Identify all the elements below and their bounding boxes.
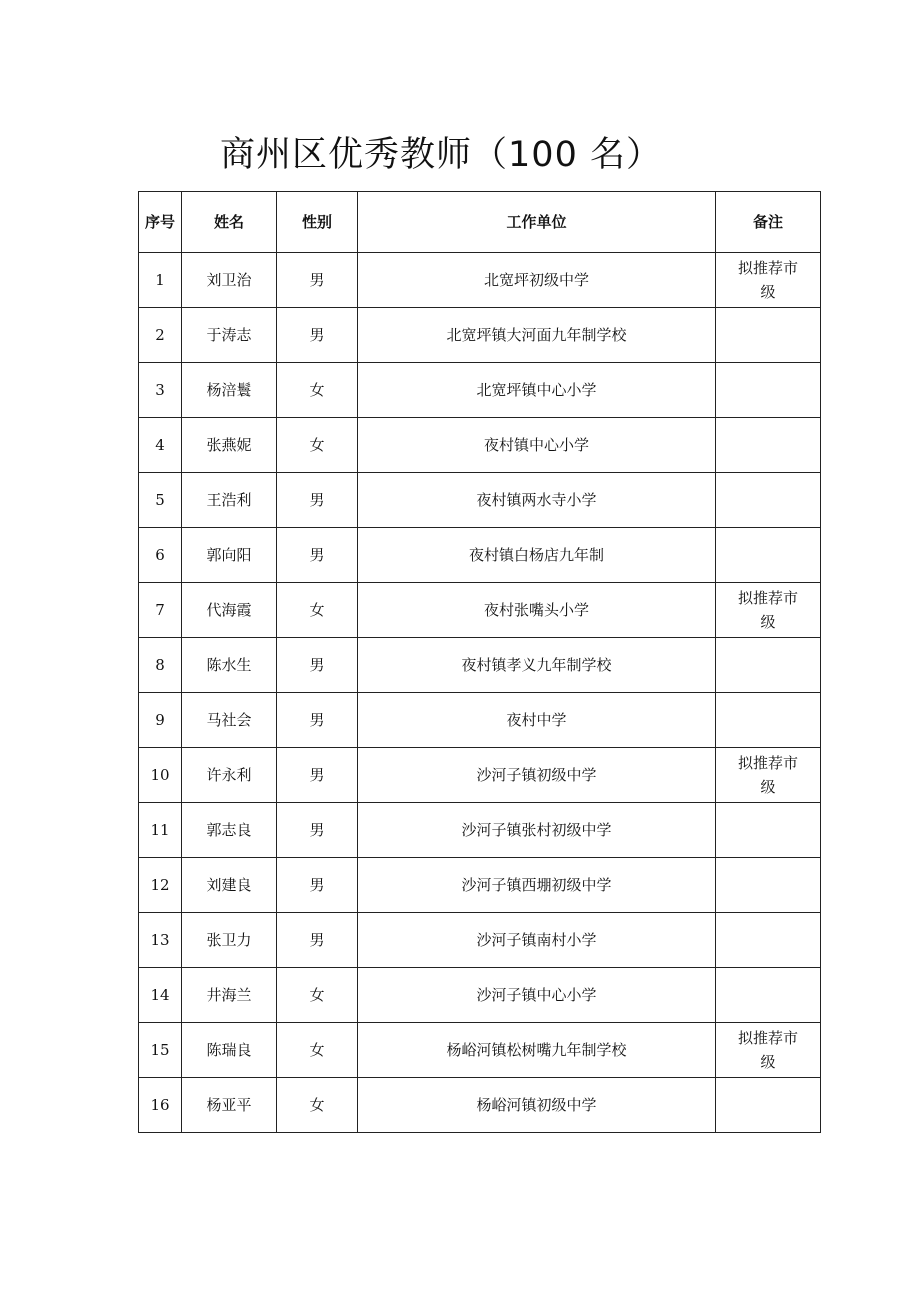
header-name: 姓名: [182, 192, 277, 253]
cell-name: 马社会: [182, 693, 277, 748]
table-row: [139, 858, 821, 913]
cell-unit: 夜村中学: [358, 693, 716, 748]
cell-unit: 沙河子镇初级中学: [358, 748, 716, 803]
remark-text: 拟推荐市级: [738, 1029, 799, 1071]
cell-remark: [716, 1078, 821, 1133]
cell-name: 王浩利: [182, 473, 277, 528]
cell-gender: 女: [277, 1023, 358, 1078]
cell-gender: 男: [277, 913, 358, 968]
table-row: [139, 693, 821, 748]
table-header-row: [139, 192, 821, 253]
cell-unit: 北宽坪镇中心小学: [358, 363, 716, 418]
cell-name: 许永利: [182, 748, 277, 803]
cell-seq: 11: [139, 803, 182, 858]
cell-seq: 9: [139, 693, 182, 748]
table-row: [139, 583, 821, 638]
cell-unit: 夜村镇孝义九年制学校: [358, 638, 716, 693]
cell-seq: 13: [139, 913, 182, 968]
cell-unit: 夜村镇中心小学: [358, 418, 716, 473]
cell-gender: 男: [277, 858, 358, 913]
header-remark: 备注: [716, 192, 821, 253]
cell-seq: 1: [139, 253, 182, 308]
header-seq: 序号: [139, 192, 182, 253]
cell-unit: 夜村镇白杨店九年制: [358, 528, 716, 583]
page-title: 商州区优秀教师（100 名）: [220, 135, 662, 175]
cell-unit: 沙河子镇西堋初级中学: [358, 858, 716, 913]
cell-unit: 杨峪河镇松树嘴九年制学校: [358, 1023, 716, 1078]
cell-gender: 女: [277, 363, 358, 418]
table-row: [139, 803, 821, 858]
table-row: [139, 1023, 821, 1078]
cell-seq: 3: [139, 363, 182, 418]
cell-seq: 15: [139, 1023, 182, 1078]
cell-seq: 2: [139, 308, 182, 363]
cell-unit: 沙河子镇中心小学: [358, 968, 716, 1023]
cell-name: 郭志良: [182, 803, 277, 858]
cell-remark: [716, 913, 821, 968]
cell-unit: 杨峪河镇初级中学: [358, 1078, 716, 1133]
cell-gender: 男: [277, 473, 358, 528]
cell-name: 刘卫治: [182, 253, 277, 308]
table-row: [139, 748, 821, 803]
cell-remark: [716, 638, 821, 693]
cell-name: 刘建良: [182, 858, 277, 913]
table-row: [139, 418, 821, 473]
cell-remark: [716, 858, 821, 913]
cell-gender: 男: [277, 638, 358, 693]
cell-name: 井海兰: [182, 968, 277, 1023]
cell-remark: [716, 748, 821, 803]
teacher-table: [138, 191, 821, 1133]
cell-gender: 男: [277, 528, 358, 583]
table-row: [139, 1078, 821, 1133]
cell-remark: [716, 418, 821, 473]
table-row: [139, 968, 821, 1023]
cell-name: 代海霞: [182, 583, 277, 638]
cell-remark: [716, 473, 821, 528]
table-row: [139, 253, 821, 308]
table-row: [139, 363, 821, 418]
cell-gender: 男: [277, 803, 358, 858]
cell-seq: 14: [139, 968, 182, 1023]
cell-seq: 5: [139, 473, 182, 528]
cell-name: 张卫力: [182, 913, 277, 968]
cell-unit: 夜村张嘴头小学: [358, 583, 716, 638]
cell-gender: 女: [277, 968, 358, 1023]
cell-remark: [716, 308, 821, 363]
cell-name: 杨涪鬟: [182, 363, 277, 418]
cell-name: 郭向阳: [182, 528, 277, 583]
header-gender: 性别: [277, 192, 358, 253]
cell-gender: 男: [277, 748, 358, 803]
cell-name: 张燕妮: [182, 418, 277, 473]
cell-name: 杨亚平: [182, 1078, 277, 1133]
cell-gender: 女: [277, 1078, 358, 1133]
cell-remark: [716, 1023, 821, 1078]
cell-unit: 沙河子镇张村初级中学: [358, 803, 716, 858]
table-row: [139, 913, 821, 968]
cell-seq: 4: [139, 418, 182, 473]
cell-seq: 12: [139, 858, 182, 913]
cell-unit: 沙河子镇南村小学: [358, 913, 716, 968]
cell-remark: [716, 583, 821, 638]
cell-unit: 夜村镇两水寺小学: [358, 473, 716, 528]
table-row: [139, 473, 821, 528]
cell-seq: 16: [139, 1078, 182, 1133]
header-unit: 工作单位: [358, 192, 716, 253]
cell-remark: [716, 528, 821, 583]
table-row: [139, 638, 821, 693]
cell-seq: 10: [139, 748, 182, 803]
cell-seq: 8: [139, 638, 182, 693]
cell-gender: 女: [277, 418, 358, 473]
cell-gender: 男: [277, 693, 358, 748]
cell-remark: [716, 803, 821, 858]
cell-remark: [716, 253, 821, 308]
cell-seq: 6: [139, 528, 182, 583]
remark-text: 拟推荐市级: [738, 754, 799, 796]
remark-text: 拟推荐市级: [738, 259, 799, 301]
cell-gender: 女: [277, 583, 358, 638]
cell-remark: [716, 363, 821, 418]
cell-name: 于涛志: [182, 308, 277, 363]
cell-remark: [716, 693, 821, 748]
cell-gender: 男: [277, 253, 358, 308]
cell-gender: 男: [277, 308, 358, 363]
cell-seq: 7: [139, 583, 182, 638]
cell-name: 陈瑞良: [182, 1023, 277, 1078]
cell-unit: 北宽坪初级中学: [358, 253, 716, 308]
cell-unit: 北宽坪镇大河面九年制学校: [358, 308, 716, 363]
table-row: [139, 308, 821, 363]
cell-remark: [716, 968, 821, 1023]
table-row: [139, 528, 821, 583]
remark-text: 拟推荐市级: [738, 589, 799, 631]
cell-name: 陈水生: [182, 638, 277, 693]
